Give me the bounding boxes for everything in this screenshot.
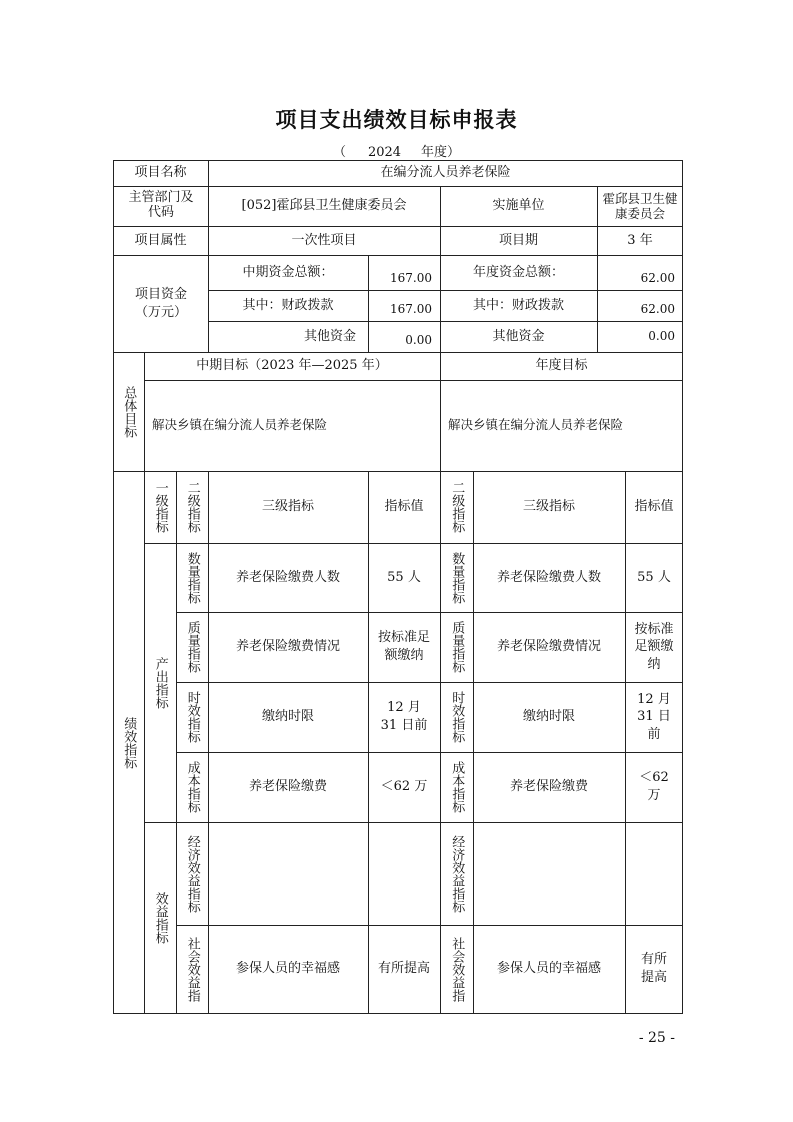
row-level2-year: 经济效益指标: [449, 834, 465, 913]
funds-label: 项目资金（万元）: [134, 286, 187, 320]
header-value-mid: 指标值: [384, 499, 424, 515]
row-level2-mid: 时效指标: [184, 691, 200, 743]
row-level3-mid: 参保人员的幸福感: [235, 961, 340, 977]
header-level3-mid: 三级指标: [261, 499, 314, 515]
year-close: 年度）: [421, 145, 461, 160]
row-level2-mid: 社会效益指: [184, 936, 200, 1002]
year-value: 2024: [367, 145, 402, 160]
performance-table: [113, 160, 683, 1014]
row-value-year: 55 人: [637, 569, 671, 585]
dept-label: 主管部门及代码: [128, 190, 194, 220]
row-level2-mid: 成本指标: [184, 761, 200, 813]
year-goal-header: 年度目标: [535, 358, 588, 374]
header-level3-year: 三级指标: [522, 499, 575, 515]
overall-goals-label: 总体目标: [121, 385, 137, 438]
perf-label: 绩效指标: [121, 716, 137, 769]
mid-total-label: 中期资金总额：: [242, 264, 334, 280]
page-number: - 25 -: [638, 1030, 675, 1046]
row-level3-year: 参保人员的幸福感: [496, 961, 601, 977]
impl-value: 霍邱县卫生健康委员会: [602, 191, 678, 221]
row-level3-mid: 缴纳时限: [261, 709, 314, 725]
year-other-value: 0.00: [648, 329, 675, 344]
year-open: （: [332, 145, 346, 160]
year-line: [0, 141, 793, 160]
row-value-year: 12 月 31 日前: [637, 691, 671, 742]
year-total-label: 年度资金总额：: [472, 264, 564, 280]
row-value-year: 有所提高: [640, 952, 667, 985]
mid-goal-text: 解决乡镇在编分流人员养老保险: [152, 417, 328, 433]
row-level2-year: 质量指标: [449, 621, 465, 673]
header-level1: 一级指标: [152, 481, 168, 533]
benefit-indicator-label: 效益指标: [152, 892, 168, 944]
row-value-year: ＜62 万: [639, 770, 669, 803]
project-name-label: 项目名称: [134, 165, 187, 181]
row-level3-mid: 养老保险缴费情况: [235, 639, 340, 655]
mid-total-value: 167.00: [390, 270, 432, 285]
row-value-mid: 12 月 31 日前: [380, 700, 428, 733]
row-level2-year: 成本指标: [449, 761, 465, 813]
row-value-mid: 有所提高: [377, 961, 430, 977]
row-level2-mid: 质量指标: [184, 621, 200, 673]
header-level2-mid: 二级指标: [184, 481, 200, 533]
attr-label: 项目属性: [134, 232, 187, 248]
dept-value: [052]霍邱县卫生健康委员会: [241, 198, 407, 214]
row-value-mid: 55 人: [387, 569, 421, 585]
row-level3-year: 养老保险缴费: [509, 779, 588, 795]
header-level2-year: 二级指标: [449, 481, 465, 533]
row-level2-year: 时效指标: [449, 691, 465, 743]
row-level3-year: 养老保险缴费情况: [496, 639, 601, 655]
year-total-value: 62.00: [640, 270, 675, 285]
row-level3-mid: 养老保险缴费: [248, 779, 327, 795]
mid-other-label: 其他资金: [303, 328, 356, 344]
row-value-mid: ＜62 万: [380, 779, 428, 795]
row-level2-year: 社会效益指: [449, 936, 465, 1002]
row-level2-mid: 经济效益指标: [184, 834, 200, 913]
row-level2-mid: 数量指标: [184, 551, 200, 604]
year-fiscal-value: 62.00: [640, 301, 675, 316]
rule: [113, 1013, 683, 1014]
mid-other-value: 0.00: [405, 332, 432, 347]
mid-goal-header: 中期目标（2023 年—2025 年）: [196, 358, 388, 374]
project-name-value: 在编分流人员养老保险: [380, 165, 511, 181]
row-level3-year: 养老保险缴费人数: [496, 569, 601, 585]
year-other-label: 其他资金: [492, 328, 545, 344]
row-level2-year: 数量指标: [449, 551, 465, 604]
row-value-year: [625, 822, 683, 925]
impl-label: 实施单位: [492, 198, 545, 214]
year-goal-text: 解决乡镇在编分流人员养老保险: [448, 417, 624, 433]
mid-fiscal-label: 其中：财政拨款: [242, 297, 334, 313]
output-indicator-label: 产出指标: [152, 656, 168, 709]
period-value: 3 年: [627, 232, 653, 248]
attr-value: 一次性项目: [291, 232, 357, 248]
row-level3-year: [473, 822, 625, 925]
row-value-mid: 按标准足额缴纳: [377, 630, 430, 663]
year-fiscal-label: 其中：财政拨款: [472, 297, 564, 313]
row-level3-mid: [208, 822, 368, 925]
period-label: 项目期: [498, 232, 538, 248]
row-value-year: 按标准足额缴纳: [634, 621, 674, 672]
row-level3-mid: 养老保险缴费人数: [235, 569, 340, 585]
mid-fiscal-value: 167.00: [390, 301, 432, 316]
row-value-mid: [368, 822, 440, 925]
row-level3-year: 缴纳时限: [522, 709, 575, 725]
page-title: 项目支出绩效目标申报表: [275, 107, 518, 132]
header-value-year: 指标值: [634, 499, 674, 515]
